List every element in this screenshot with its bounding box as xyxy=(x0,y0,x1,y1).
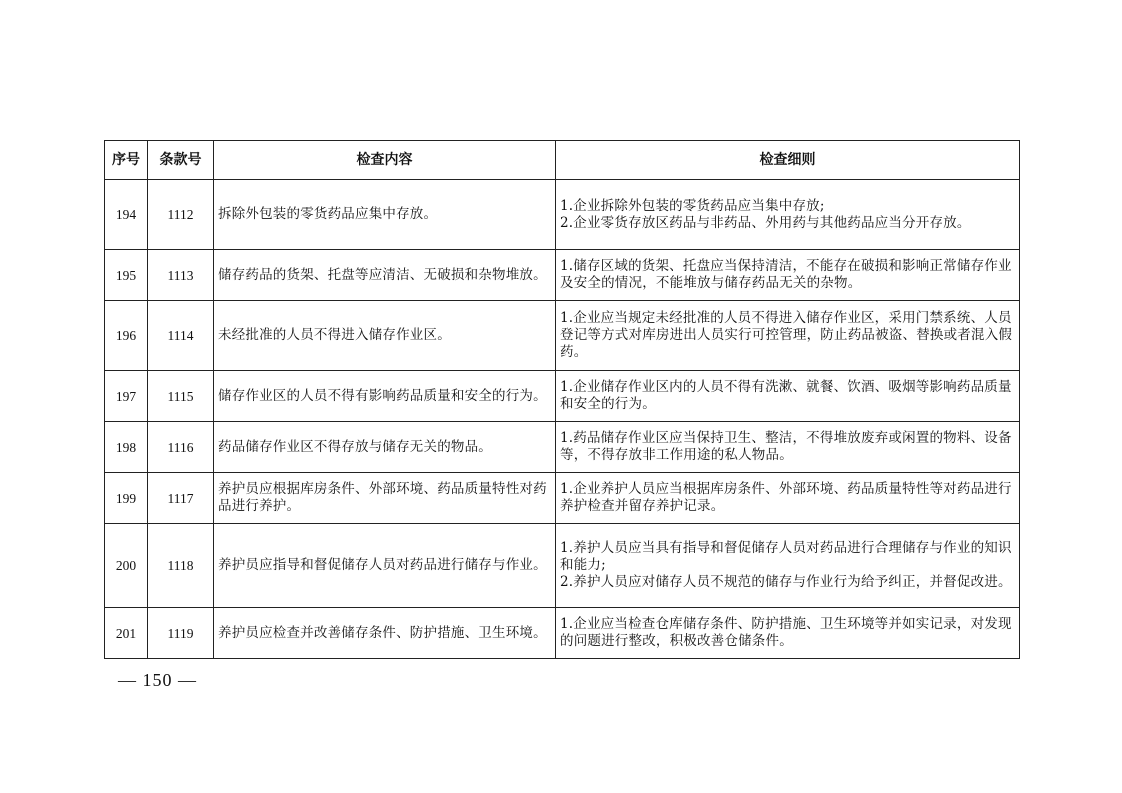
table-row xyxy=(105,301,1020,371)
page-number: — 150 — xyxy=(118,670,197,690)
detail-item: 1.养护人员应当具有指导和督促储存人员对药品进行合理储存与作业的知识和能力; xyxy=(560,540,1012,573)
detail-item: 1.企业储存作业区内的人员不得有洗漱、就餐、饮酒、吸烟等影响药品质量和安全的行为。 xyxy=(560,379,1012,412)
row-content: 养护员应检查并改善储存条件、防护措施、卫生环境。 xyxy=(214,608,556,659)
row-index: 200 xyxy=(105,524,148,608)
header-content: 检查内容 xyxy=(214,141,556,180)
table-row xyxy=(105,524,1020,608)
row-detail xyxy=(556,422,1020,473)
row-content: 拆除外包装的零货药品应集中存放。 xyxy=(214,180,556,250)
row-detail xyxy=(556,608,1020,659)
detail-item: 1.药品储存作业区应当保持卫生、整洁，不得堆放废弃或闲置的物料、设备等，不得存放非工作用途的私人物品。 xyxy=(560,430,1012,463)
row-detail xyxy=(556,524,1020,608)
row-clause: 1115 xyxy=(148,371,214,422)
row-clause: 1118 xyxy=(148,524,214,608)
header-index: 序号 xyxy=(105,141,148,180)
row-detail xyxy=(556,473,1020,524)
row-detail xyxy=(556,301,1020,371)
row-content: 储存作业区的人员不得有影响药品质量和安全的行为。 xyxy=(214,371,556,422)
row-content: 药品储存作业区不得存放与储存无关的物品。 xyxy=(214,422,556,473)
table-row xyxy=(105,250,1020,301)
detail-item: 1.企业拆除外包装的零货药品应当集中存放; xyxy=(560,197,825,214)
table-row xyxy=(105,371,1020,422)
row-index: 195 xyxy=(105,250,148,301)
row-content: 养护员应根据库房条件、外部环境、药品质量特性对药品进行养护。 xyxy=(214,473,556,524)
row-detail xyxy=(556,371,1020,422)
row-detail xyxy=(556,180,1020,250)
row-clause: 1116 xyxy=(148,422,214,473)
row-content: 未经批准的人员不得进入储存作业区。 xyxy=(214,301,556,371)
detail-item: 2.养护人员应对储存人员不规范的储存与作业行为给予纠正，并督促改进。 xyxy=(560,574,1012,590)
row-clause: 1117 xyxy=(148,473,214,524)
row-index: 198 xyxy=(105,422,148,473)
detail-item: 2.企业零货存放区药品与非药品、外用药与其他药品应当分开存放。 xyxy=(560,214,971,231)
row-clause: 1119 xyxy=(148,608,214,659)
table-body xyxy=(105,180,1020,659)
row-index: 201 xyxy=(105,608,148,659)
table-row xyxy=(105,422,1020,473)
row-clause: 1113 xyxy=(148,250,214,301)
table-row xyxy=(105,180,1020,250)
row-content: 储存药品的货架、托盘等应清洁、无破损和杂物堆放。 xyxy=(214,250,556,301)
row-clause: 1114 xyxy=(148,301,214,371)
detail-item: 1.企业应当检查仓库储存条件、防护措施、卫生环境等并如实记录，对发现的问题进行整改，积极改善仓储条件。 xyxy=(560,616,1012,649)
row-index: 197 xyxy=(105,371,148,422)
table-row xyxy=(105,608,1020,659)
table-header-row xyxy=(105,141,1020,180)
row-index: 199 xyxy=(105,473,148,524)
detail-item: 1.企业养护人员应当根据库房条件、外部环境、药品质量特性等对药品进行养护检查并留存养护记录。 xyxy=(560,481,1012,514)
row-content: 养护员应指导和督促储存人员对药品进行储存与作业。 xyxy=(214,524,556,608)
header-clause: 条款号 xyxy=(148,141,214,180)
row-clause: 1112 xyxy=(148,180,214,250)
detail-item: 1.企业应当规定未经批准的人员不得进入储存作业区，采用门禁系统、人员登记等方式对库房进出人员实行可控管理，防止药品被盗、替换或者混入假药。 xyxy=(560,310,1013,360)
inspection-table xyxy=(104,140,1020,659)
row-index: 196 xyxy=(105,301,148,371)
row-index: 194 xyxy=(105,180,148,250)
header-detail: 检查细则 xyxy=(556,141,1020,180)
row-detail xyxy=(556,250,1020,301)
detail-item: 1.储存区域的货架、托盘应当保持清洁，不能存在破损和影响正常储存作业及安全的情况，不能堆放与储存药品无关的杂物。 xyxy=(560,258,1012,291)
table-row xyxy=(105,473,1020,524)
